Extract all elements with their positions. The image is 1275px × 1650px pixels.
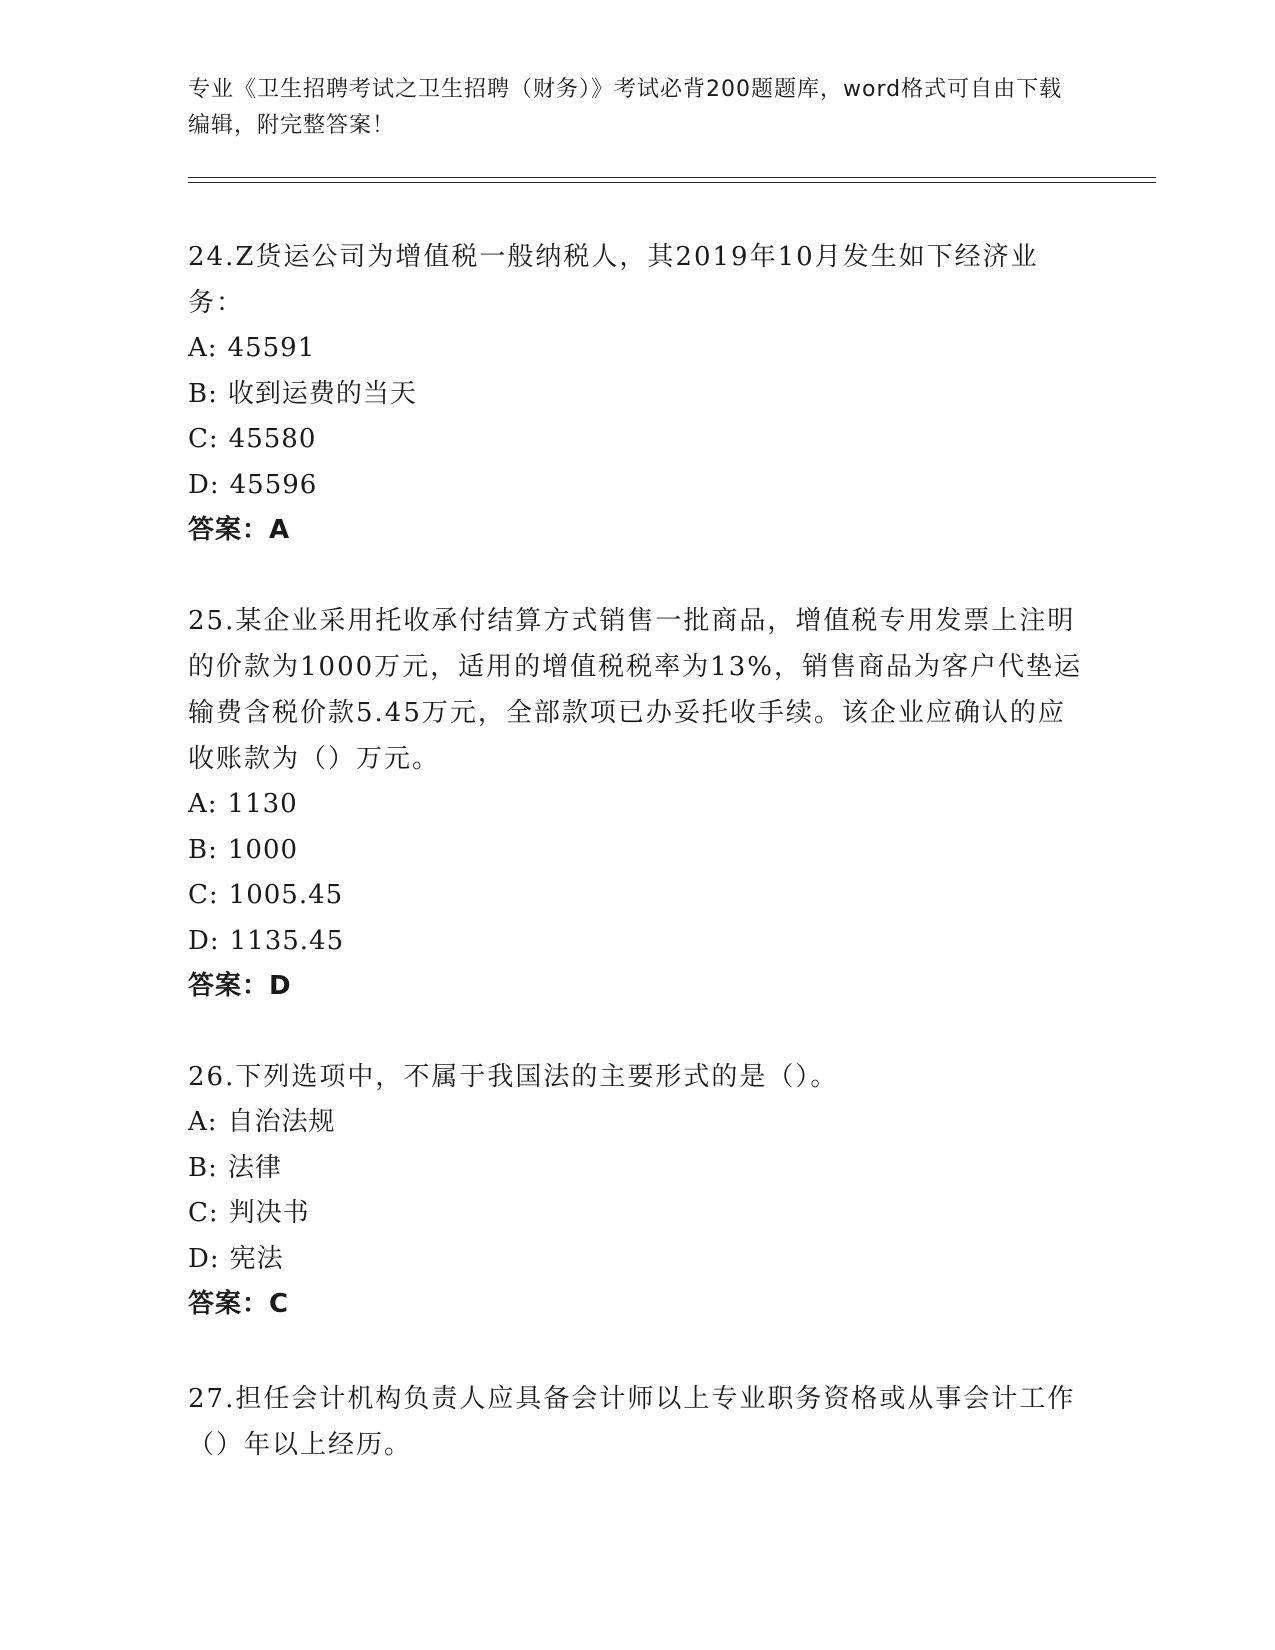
question-stem: 25.某企业采用托收承付结算方式销售一批商品，增值税专用发票上注明的价款为1000万元，适用的增值税税率为13%，销售商品为客户代垫运输费含税价款5.45万元，全部款项已办妥托收手续。该企业应确认的应收账款为（）万元。: [188, 606, 1082, 774]
option-a: A: 自治法规: [188, 1107, 336, 1137]
option-c: C: 45580: [188, 424, 317, 454]
question-25: [188, 598, 1088, 1010]
question-27: [188, 1376, 1088, 1468]
option-c: C: 判决书: [188, 1198, 310, 1228]
answer-line: [188, 964, 1088, 1010]
answer-value: A: [269, 515, 291, 545]
question-26: [188, 1054, 1088, 1328]
header-divider-bottom: [188, 182, 1156, 183]
answer-line: [188, 508, 1088, 554]
answer-line: [188, 1282, 1088, 1328]
option-b: B: 收到运费的当天: [188, 378, 417, 409]
header-divider-top: [188, 177, 1156, 178]
question-stem: 27.担任会计机构负责人应具备会计师以上专业职务资格或从事会计工作（）年以上经历。: [188, 1384, 1076, 1460]
answer-value: D: [269, 971, 292, 1001]
answer-label: 答案：: [188, 515, 270, 545]
question-stem: 26.下列选项中，不属于我国法的主要形式的是（）。: [188, 1062, 839, 1092]
document-header: 专业《卫生招聘考试之卫生招聘（财务）》考试必背200题题库，word格式可自由下载编辑，附完整答案！: [188, 77, 1063, 138]
answer-value: C: [269, 1289, 290, 1319]
option-a: A: 1130: [188, 789, 298, 819]
option-d: D: 宪法: [188, 1243, 284, 1274]
question-stem: 24.Z货运公司为增值税一般纳税人，其2019年10月发生如下经济业务：: [188, 242, 1039, 318]
answer-label: 答案：: [188, 971, 270, 1001]
option-a: A: 45591: [188, 333, 316, 363]
option-d: D: 45596: [188, 469, 318, 500]
option-b: B: 法律: [188, 1152, 282, 1183]
answer-label: 答案：: [188, 1289, 270, 1319]
option-b: B: 1000: [188, 834, 299, 865]
option-d: D: 1135.45: [188, 925, 345, 956]
question-24: [188, 234, 1088, 554]
option-c: C: 1005.45: [188, 880, 344, 910]
